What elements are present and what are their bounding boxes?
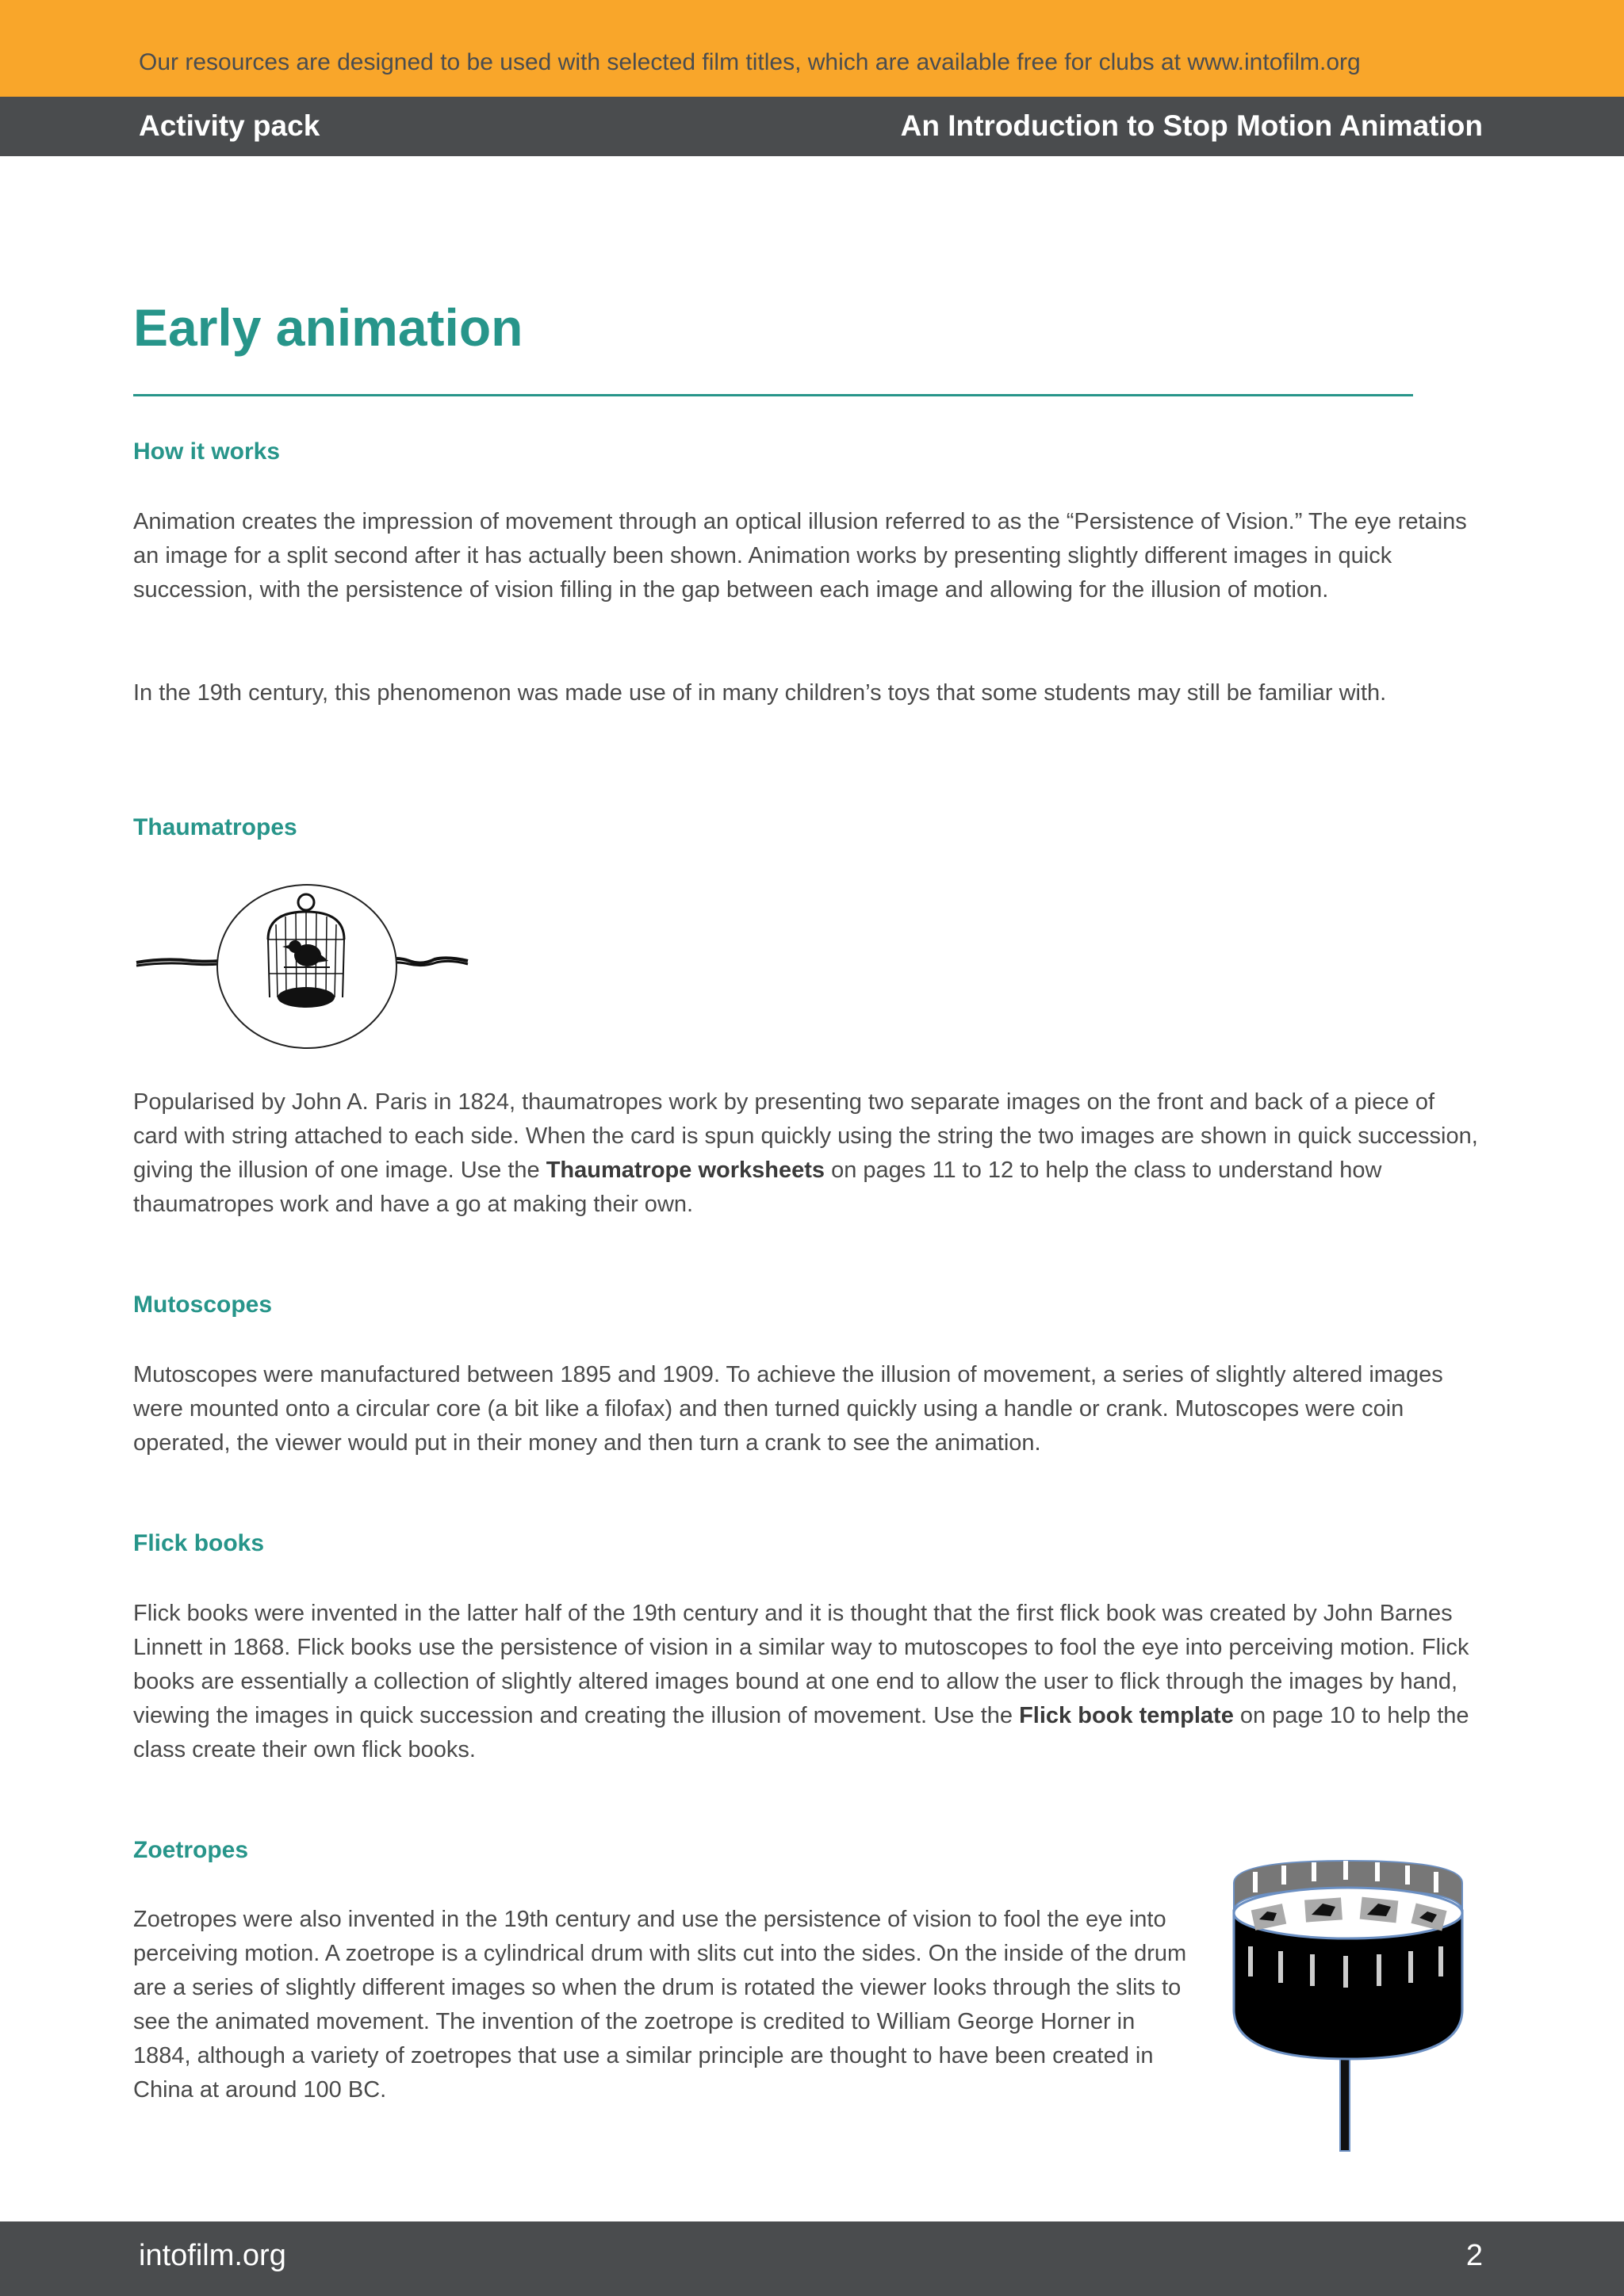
top-banner: [0, 0, 1624, 97]
header-document-title: An Introduction to Stop Motion Animation: [900, 109, 1483, 142]
heading-flick-books: Flick books: [133, 1530, 265, 1556]
footer-bar: [0, 2221, 1624, 2296]
flick-books-text-end: on page 10 to help the class create their own flick books.: [133, 1703, 1469, 1762]
footer-site-link[interactable]: intofilm.org: [139, 2239, 286, 2272]
paragraph-flick-books: [133, 1597, 1485, 1767]
heading-thaumatropes: Thaumatropes: [133, 814, 297, 840]
paragraph-mutoscopes: Mutoscopes were manufactured between 1895 and 1909. To achieve the illusion of movement, a series of slightly altered images were mounted onto a circular core (a bit like a filofax) and then turned quickly using a handle or crank. Mutoscopes were coin operated, the viewer would put in their money and then turn a crank to see the animation.: [133, 1362, 1443, 1456]
paragraph-how-it-works-1: Animation creates the impression of movement through an optical illusion referred to as the “Persistence of Vision.” The eye retains an image for a split second after it has actually been shown. Animation works by presenting slightly different images in quick succession, with the persistence of vision filling in the gap between each image and allowing for the illusion of motion.: [133, 509, 1467, 603]
thaumatrope-icon: [133, 880, 474, 1054]
paragraph-thaumatropes: [133, 1085, 1485, 1222]
zoetrope-icon: [1229, 1851, 1467, 2160]
heading-mutoscopes: Mutoscopes: [133, 1292, 273, 1318]
title-divider: [133, 394, 1413, 396]
banner-text: Our resources are designed to be used with selected film titles, which are available free for clubs at www.intofilm.org: [139, 49, 1361, 75]
page-number: 2: [1465, 2239, 1483, 2272]
flick-book-template-reference: Flick book template: [1019, 1703, 1234, 1728]
paragraph-zoetropes: Zoetropes were also invented in the 19th century and use the persistence of vision to fool the eye into perceiving motion. A zoetrope is a cylindrical drum with slits cut into the sides. On the inside of the drum are a series of slightly different images so when the drum is rotated the viewer looks through the slits to see the animated movement. The invention of the zoetrope is credited to William George Horner in 1884, although a variety of zoetropes that use a similar principle are thought to have been created in China at around 100 BC.: [133, 1907, 1187, 2103]
thaumatropes-text-end: on pages 11 to 12 to help the class to understand how thaumatropes work and have a go at making their own.: [133, 1158, 1382, 1217]
thaumatrope-worksheets-reference: Thaumatrope worksheets: [546, 1158, 825, 1183]
flick-books-text: Flick books were invented in the latter half of the 19th century and it is thought that the first flick book was created by John Barnes Linnett in 1868. Flick books use the persistence of vision in a similar way to mutoscopes to fool the eye into perceiving motion. Flick books are essentially a collection of slightly altered images bound at one end to allow the user to flick through the images by hand, viewing the images in quick succession and creating the illusion of movement. Use the: [133, 1601, 1469, 1728]
page-title: Early animation: [133, 298, 523, 357]
heading-zoetropes: Zoetropes: [133, 1837, 249, 1863]
header-bar: [0, 97, 1624, 156]
paragraph-how-it-works-2: In the 19th century, this phenomenon was made use of in many children’s toys that some students may still be familiar with.: [133, 680, 1387, 706]
thaumatropes-text: Popularised by John A. Paris in 1824, thaumatropes work by presenting two separate images on the front and back of a piece of card with string attached to each side. When the card is spun quickly using the string the two images are shown in quick succession, giving the illusion of one image. Use the: [133, 1089, 1478, 1183]
header-activity-pack: Activity pack: [139, 109, 320, 142]
heading-how-it-works: How it works: [133, 438, 281, 465]
